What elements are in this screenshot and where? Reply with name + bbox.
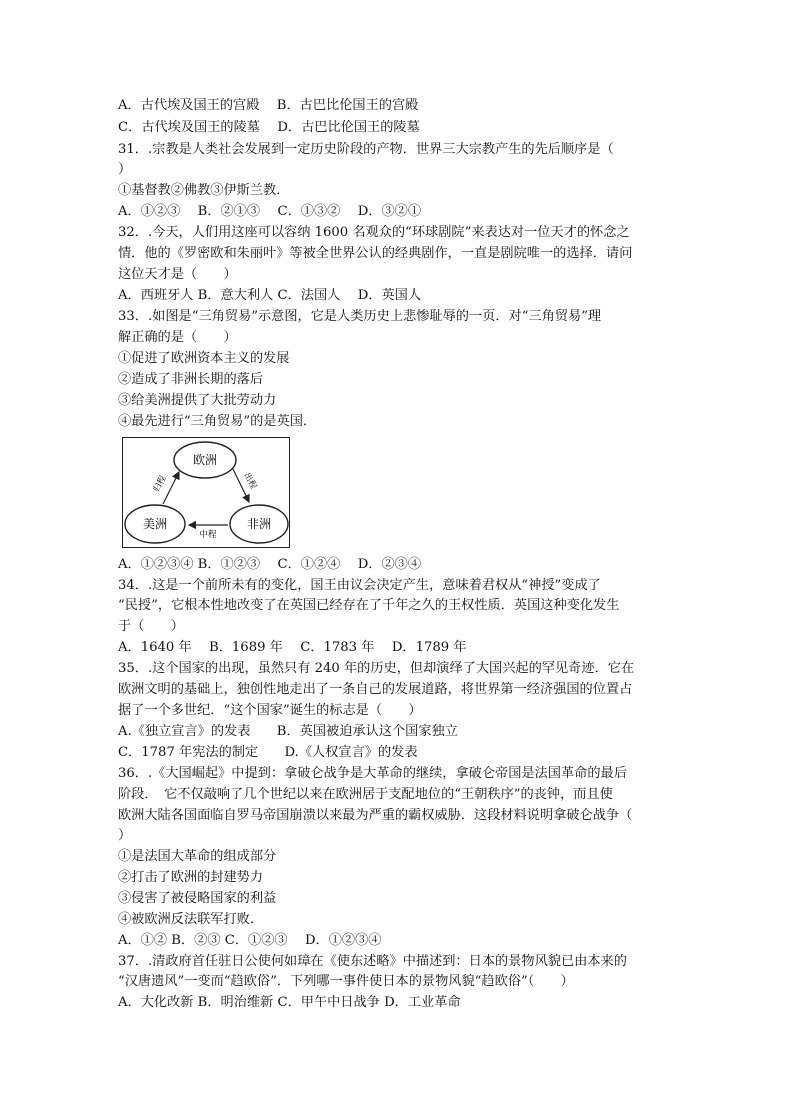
edge-return-label: 归程 [151,474,169,494]
q31-options: A．①②③ B．②①③ C．①③② D．③②① [118,204,422,219]
q35-stem-3: 据了一个多世纪．“这个国家”诞生的标志是（ ） [118,703,422,718]
q37-stem-1: 37．.清政府首任驻日公使何如璋在《使东述略》中描述到：日本的景物风貌已由本来的 [118,954,627,969]
q31-stem-end: ） [118,162,132,177]
q35-stem-2: 欧洲文明的基础上，独创性地走出了一条自己的发展道路，将世界第一经济强国的位置占 [118,682,633,697]
q36-options: A．①② B．②③ C．①②③ D．①②③④ [118,933,382,948]
q34-stem-1: 34．.这是一个前所未有的变化，国王由议会决定产生，意味着君权从“神授”变成了 [118,578,601,593]
q33-stem-2: 解正确的是（ ） [118,330,237,345]
q31-stem: 31．.宗教是人类社会发展到一定历史阶段的产物．世界三大宗教产生的先后顺序是（ [118,142,614,157]
q34-stem-3: 于（ ） [118,619,184,634]
edge-outbound-label: 出程 [241,471,259,491]
q34-stem-2: “民授”，它根本性地改变了在英国已经存在了千年之久的王权性质．英国这种变化发生 [118,598,620,613]
q32-stem-1: 32．.今天，人们用这座可以容纳 1600 名观众的“环球剧院”来表达对一位天才的怀念之 [118,225,630,240]
q34-options: A．1640 年 B．1689 年 C．1783 年 D．1789 年 [118,640,467,655]
q31-items: ①基督教②佛教③伊斯兰教． [118,183,290,198]
triangle-trade-diagram [122,437,290,548]
node-europe-label: 欧洲 [192,453,218,467]
q32-stem-2: 情．他的《罗密欧和朱丽叶》等被全世界公认的经典剧作，一直是剧院唯一的选择．请问 [118,246,633,261]
q35-options-cd: C．1787 年宪法的制定 D.《人权宣言》的发表 [118,745,418,760]
edge-return [163,472,179,504]
q36-stem-3: 欧洲大陆各国面临自罗马帝国崩溃以来最为严重的霸权威胁．这段材料说明拿破仑战争（ [118,808,633,823]
q33-options: A．①②③④ B．①②③ C．①②④ D．②③④ [118,557,422,572]
q33-item-1: ①促进了欧洲资本主义的发展 [118,351,290,366]
q33-stem-1: 33．.如图是“三角贸易”示意图，它是人类历史上悲惨耻辱的一页．对“三角贸易”理 [118,309,602,324]
q36-item-4: ④被欧洲反法联军打败． [118,912,264,927]
q33-item-2: ②造成了非洲长期的落后 [118,372,264,387]
q35-stem-1: 35．.这个国家的出现，虽然只有 240 年的历史，但却演绎了大国兴起的罕见奇迹．它在 [118,661,635,676]
triangle-trade-svg [123,438,289,547]
node-africa-label: 非洲 [246,517,272,531]
q36-item-3: ③侵害了被侵略国家的利益 [118,891,277,906]
q36-stem-2: 阶段． 它不仅敲响了几个世纪以来在欧洲居于支配地位的“王朝秩序”的丧钟，而且使 [118,787,613,802]
q36-item-2: ②打击了欧洲的封建势力 [118,870,264,885]
q36-item-1: ①是法国大革命的组成部分 [118,849,277,864]
q33-item-3: ③给美洲提供了大批劳动力 [118,393,277,408]
node-america-label: 美洲 [142,517,168,531]
edge-middle-label: 中程 [199,530,217,540]
q36-stem-end: ） [118,828,132,843]
q30-options-cd: C．古代埃及国王的陵墓 D．古巴比伦国王的陵墓 [118,120,420,135]
q32-stem-3: 这位天才是（ ） [118,267,237,282]
q32-options: A．西班牙人 B．意大利人 C．法国人 D．英国人 [118,288,422,303]
q30-options-ab: A．古代埃及国王的宫殿 B．古巴比伦国王的宫殿 [118,98,419,113]
q35-options-ab: A.《独立宣言》的发表 B．英国被迫承认这个国家独立 [118,724,458,739]
q37-stem-2: “汉唐遗风”一变而“趋欧俗”．下列哪一事件使日本的景物风貌“趋欧俗”（ ） [118,974,574,989]
q37-options: A．大化改新 B．明治维新 C．甲午中日战争 D．工业革命 [118,995,461,1010]
q33-item-4: ④最先进行“三角贸易”的是英国． [118,414,317,429]
q36-stem-1: 36．.《大国崛起》中提到：拿破仑战争是大革命的继续，拿破仑帝国是法国革命的最后 [118,766,627,781]
